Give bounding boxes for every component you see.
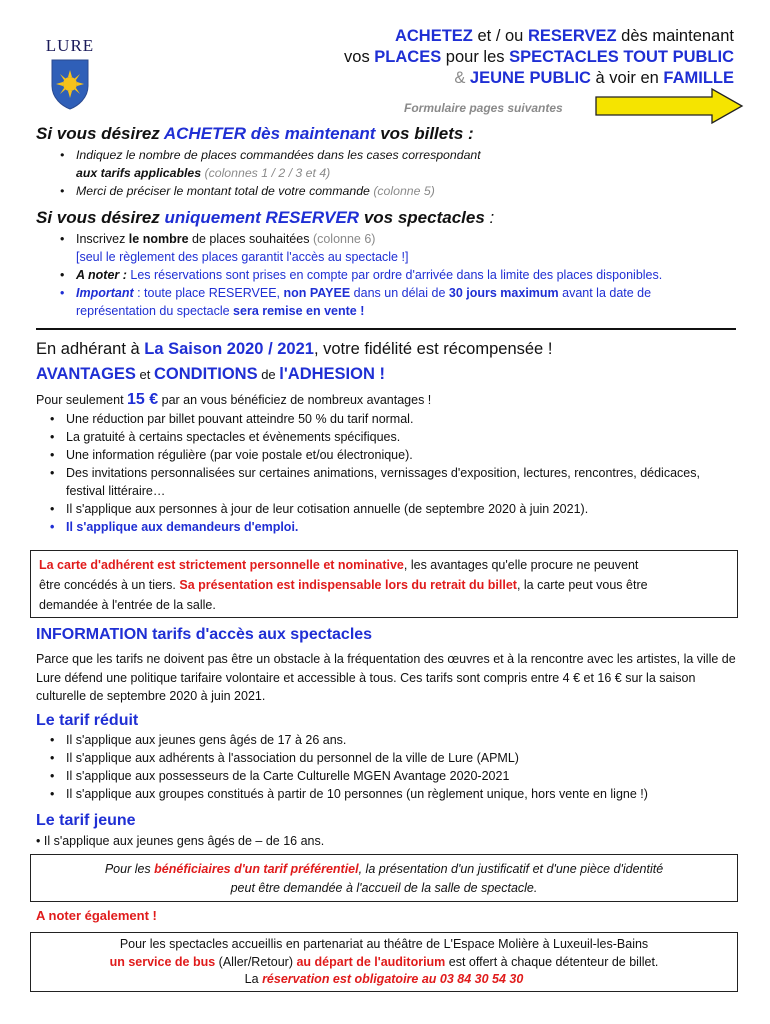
reserver-list: [56, 230, 736, 320]
reduit-list: [46, 731, 736, 803]
header-jeune-public: JEUNE PUBLIC: [469, 69, 591, 87]
header-text: vos: [344, 48, 375, 66]
list-item: • Il s'applique aux possesseurs de la Carte Culturelle MGEN Avantage 2020-2021: [46, 767, 736, 785]
header-text: dès maintenant: [616, 27, 734, 45]
section-information: [36, 626, 736, 706]
lure-shield-icon: [50, 58, 90, 110]
list-item: • Il s'applique aux groupes constitués à partir de 10 personnes (un règlement unique, hors vente en ligne !): [46, 785, 736, 803]
adhesion-price: Pour seulement 15 € par an vous bénéficiez de nombreux avantages !: [36, 391, 432, 408]
jeune-item: • Il s'applique aux jeunes gens âgés de – de 16 ans.: [36, 834, 325, 848]
noter-text: Pour les spectacles accueillis en partenariat au théâtre de L'Espace Molière à Luxeuil-les-Bains un service de bus (Aller/Retour) au départ de l'auditorium est offert à chaque détenteur de billet. La réservation est obligatoire au 03 84 30 54 30: [109, 937, 659, 986]
acheter-list: [56, 146, 736, 200]
header-text: à voir en: [590, 69, 664, 87]
benef-notice-box: [30, 854, 738, 902]
list-item: • Indiquez le nombre de places commandées dans les cases correspondant aux tarifs applicables (colonnes 1 / 2 / 3 et 4): [56, 146, 736, 182]
info-paragraph: Parce que les tarifs ne doivent pas être un obstacle à la fréquentation des œuvres et à la rencontre avec les artistes, la ville de Lure défend une politique tarifaire volontaire et accessible à tous. Ces tarifs sont compris entre 4 € et 16 € sur la saison culturelle de septembre 2020 à juin 2021.: [36, 652, 736, 703]
section-tarif-reduit: [36, 712, 736, 803]
list-item: • Il s'applique aux adhérents à l'association du personnel de la ville de Lure (APML): [46, 749, 736, 767]
carte-notice-box: [30, 550, 738, 618]
section-acheter: [36, 124, 736, 200]
list-item: • Des invitations personnalisées sur certaines animations, vernissages d'exposition, lectures, rencontres, dédicaces, festival littéraire…: [46, 464, 736, 500]
list-item: • Une réduction par billet pouvant atteindre 50 % du tarif normal.: [46, 410, 736, 428]
section-reserver: [36, 208, 736, 320]
info-title: INFORMATION tarifs d'accès aux spectacles: [36, 626, 373, 643]
adhesion-intro: En adhérant à La Saison 2020 / 2021, votre fidélité est récompensée !: [36, 340, 553, 358]
header-places: PLACES: [374, 48, 442, 66]
header-text: et / ou: [472, 27, 528, 45]
header-ampersand: &: [454, 69, 470, 87]
adhesion-heading: AVANTAGES et CONDITIONS de l'ADHESION !: [36, 365, 385, 383]
section-tarif-jeune: [36, 812, 736, 851]
list-item: • Inscrivez le nombre de places souhaitées (colonne 6) [seul le règlement des places garantit l'accès au spectacle !]: [56, 230, 736, 266]
list-item: • Il s'applique aux jeunes gens âgés de 17 à 26 ans.: [46, 731, 736, 749]
logo-name: LURE: [45, 36, 95, 55]
header-reservez: RESERVEZ: [527, 27, 617, 45]
benef-text: Pour les bénéficiaires d'un tarif préférentiel, la présentation d'un justificatif et d'une pièce d'identité peut être demandée à l'accueil de la salle de spectacle.: [104, 862, 664, 895]
adhesion-list: [46, 410, 736, 536]
list-item: • Il s'applique aux demandeurs d'emploi.: [46, 518, 736, 536]
header-tout-public: SPECTACLES TOUT PUBLIC: [509, 48, 734, 66]
bus-notice-box: [30, 932, 738, 992]
list-item: • Important : toute place RESERVEE, non PAYEE dans un délai de 30 jours maximum avant la date de représentation du spectacle sera remise en vente !: [56, 284, 736, 320]
divider: [36, 328, 736, 330]
list-item: • Il s'applique aux personnes à jour de leur cotisation annuelle (de septembre 2020 à juin 2021).: [46, 500, 736, 518]
reduit-title: Le tarif réduit: [36, 712, 139, 729]
list-item: • A noter : Les réservations sont prises en compte par ordre d'arrivée dans la limite des places disponibles.: [56, 266, 736, 284]
arrow-right-icon: [594, 88, 744, 124]
carte-text: La carte d'adhérent est strictement personnelle et nominative, les avantages qu'elle procure ne peuvent être concédés à un tiers. Sa présentation est indispensable lors du retrait du billet, la carte peut vous être demandée à l'entrée de la salle.: [39, 558, 648, 612]
section-adhesion: [36, 340, 736, 536]
reserver-heading: Si vous désirez uniquement RESERVER vos spectacles :: [36, 208, 495, 227]
lure-logo: [40, 36, 100, 110]
list-item: • Une information régulière (par voie postale et/ou électronique).: [46, 446, 736, 464]
acheter-heading: Si vous désirez ACHETER dès maintenant vos billets :: [36, 124, 474, 143]
noter-title: A noter également !: [36, 908, 157, 923]
header-acheter: ACHETEZ: [394, 27, 473, 45]
form-label: Formulaire pages suivantes: [404, 101, 563, 115]
header-title: [344, 26, 734, 89]
header-famille: FAMILLE: [663, 69, 734, 87]
header-text: pour les: [441, 48, 510, 66]
jeune-title: Le tarif jeune: [36, 812, 136, 829]
section-a-noter: [36, 908, 736, 923]
list-item: • La gratuité à certains spectacles et évènements spécifiques.: [46, 428, 736, 446]
list-item: • Merci de préciser le montant total de votre commande (colonne 5): [56, 182, 736, 200]
